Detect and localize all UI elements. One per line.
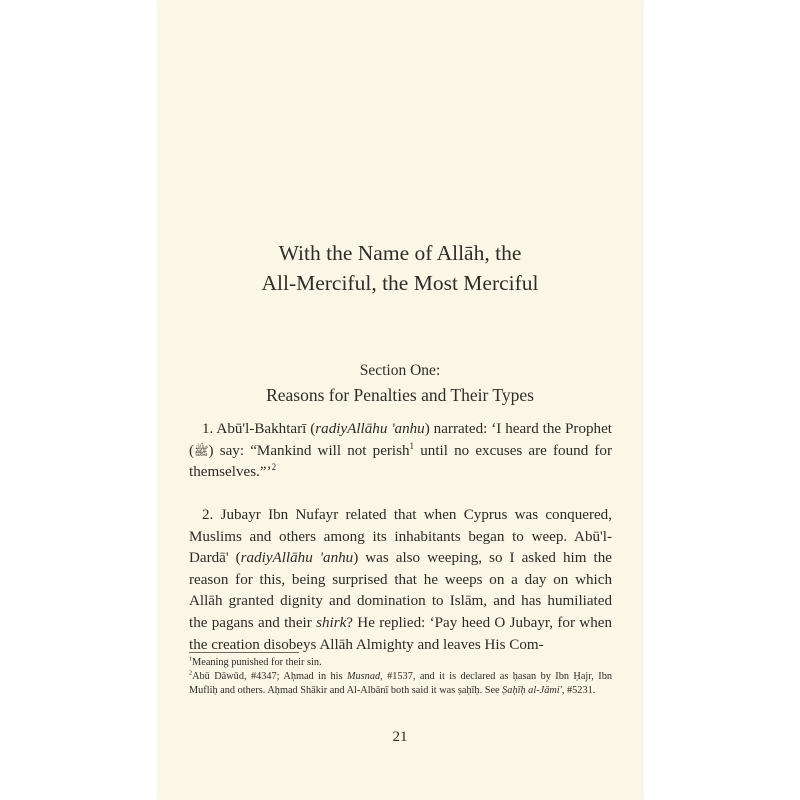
footnote-2 [189,670,612,698]
paragraph-1 [189,419,612,484]
footnote-2-text-a: Abū Dāwūd, #4347; Aḥmad in his [192,671,347,683]
page-number: 21 [392,729,408,745]
page-title [158,238,642,298]
footnote-2-text-c: , #5231. [561,685,596,697]
section-label: Section One: [359,362,441,379]
footnote-1-text: Meaning punished for their sin. [192,657,322,668]
p2-honorific: radiyAllāhu 'anhu [240,550,354,567]
footnote-divider [189,652,299,653]
p2-part2: ) was also weeping, so I asked him the reason for this, being surprised that he weeps on a day on which Allāh granted dignity and domination to Islām, and has humiliated the pagans and their [189,550,612,631]
p1-part3: ) say: “Mankind will not perish [208,442,410,459]
footnote-1 [189,656,612,670]
section-heading [158,360,642,408]
p2-part3: ? He replied: ‘Pay heed O Jubayr, for when the creation disobeys Allāh Almighty and leaves His Com- [189,614,612,653]
section-title: Reasons for Penalties and Their Types [266,385,534,405]
p1-part2: ) narrated: ‘I heard the Prophet ( [189,421,612,459]
footnote-2-sahih: Ṣaḥīḥ al-Jāmi' [502,685,562,697]
p1-intro: 1. Abū'l-Bakhtarī ( [202,421,316,437]
footnote-2-text-b: , #1537, and it is declared as ḥasan by Ibn Ḥajr, Ibn Mufliḥ and others. Aḥmad Shākir and Al-Albānī both said it was ṣaḥīḥ. See [189,671,612,697]
title-line-1: With the Name of Allāh, the [278,241,522,265]
book-page [158,0,642,800]
footnotes [189,656,612,699]
footnote-ref-2[interactable]: 2 [271,462,277,473]
paragraph-2 [189,505,612,656]
footnote-2-musnad: Musnad [346,671,381,683]
title-line-2: All-Merciful, the Most Merciful [261,271,539,295]
p2-shirk: shirk [316,614,347,631]
salutation-icon: ﷺ [194,443,209,458]
p1-honorific: radiyAllāhu 'anhu [315,421,425,437]
p2-part1: 2. Jubayr Ibn Nufayr related that when Cyprus was conquered, Muslims and others among its inhabitants began to weep. Abū'l-Dardā' ( [189,507,612,567]
footnote-2-mark: 2 [189,669,193,677]
p1-part4: until no excuses are found for themselves.”’ [189,442,612,481]
footnote-ref-1[interactable]: 1 [409,440,415,451]
footnote-1-mark: 1 [189,655,193,663]
